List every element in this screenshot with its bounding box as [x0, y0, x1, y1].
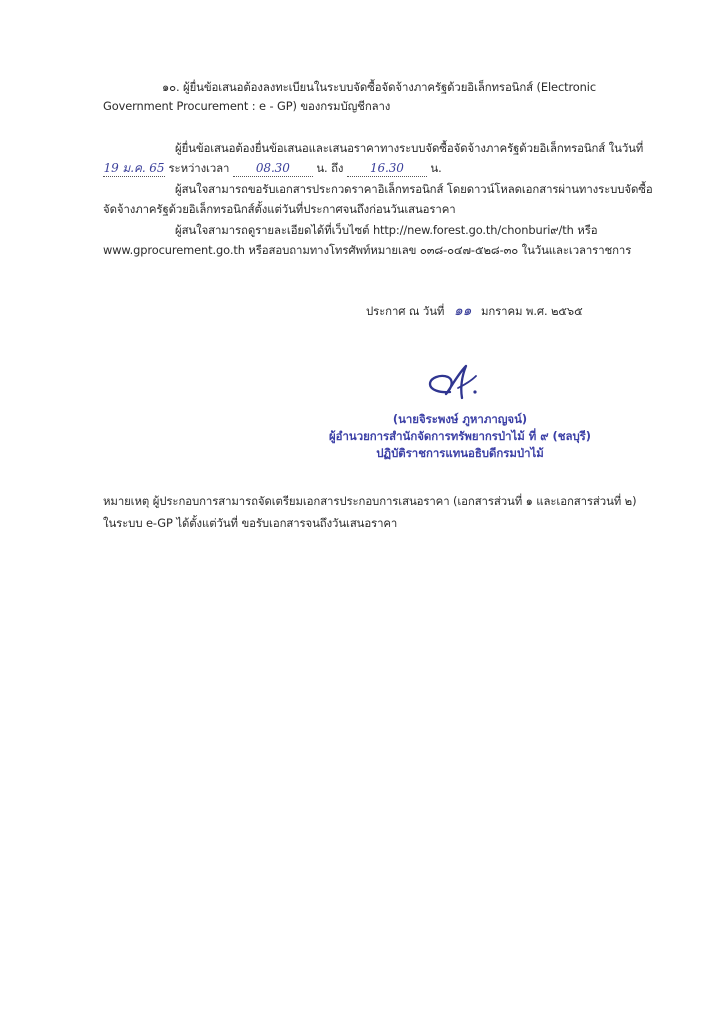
- info-line-2: www.gprocurement.go.th หรือสอบถามทางโทรศัพท์หมายเลข ๐๓๘-๐๔๗-๕๒๘-๓๐ ในวันและเวลาราชการ: [103, 243, 632, 257]
- time-start-field: [233, 160, 313, 177]
- unit-to-label: น. ถึง: [316, 161, 344, 175]
- info-line-1: ผู้สนใจสามารถดูรายละเอียดได้ที่เว็บไซต์ http://new.forest.go.th/chonburi๙/th หรือ: [175, 223, 598, 237]
- announce-line: [366, 303, 583, 319]
- submission-date-field: [103, 160, 165, 177]
- signature-block: [300, 411, 620, 462]
- item-10-line-1: ๑๐. ผู้ยื่นข้อเสนอต้องลงทะเบียนในระบบจัดซื้อจัดจ้างภาครัฐด้วยอิเล็กทรอนิกส์ (Electronic: [162, 80, 597, 94]
- signatory-name: (นายจิระพงษ์ ภูหาภาญจน์): [392, 412, 528, 426]
- time-end-field: [347, 160, 427, 177]
- note-line-1: หมายเหตุ ผู้ประกอบการสามารถจัดเตรียมเอกสารประกอบการเสนอราคา (เอกสารส่วนที่ ๑ และเอกสารส่วนที่ ๒): [103, 494, 637, 508]
- download-line-2: จัดจ้างภาครัฐด้วยอิเล็กทรอนิกส์ตั้งแต่วันที่ประกาศจนถึงก่อนวันเสนอราคา: [103, 202, 456, 216]
- signatory-title: ผู้อำนวยการสำนักจัดการทรัพยากรป่าไม้ ที่ ๙ (ชลบุรี): [329, 429, 591, 443]
- submission-line-2: [103, 160, 442, 177]
- announce-prefix: ประกาศ ณ วันที่: [366, 304, 445, 318]
- note-line-2: ในระบบ e-GP ได้ตั้งแต่วันที่ ขอรับเอกสารจนถึงวันเสนอราคา: [103, 516, 398, 530]
- announce-suffix: มกราคม พ.ศ. ๒๕๖๕: [480, 304, 583, 318]
- unit-end-label: น.: [430, 161, 442, 175]
- time-label: ระหว่างเวลา: [168, 161, 230, 175]
- time-end: 16.30: [369, 161, 404, 175]
- signature-image: [418, 362, 488, 404]
- download-line-1: ผู้สนใจสามารถขอรับเอกสารประกวดราคาอิเล็กทรอนิกส์ โดยดาวน์โหลดเอกสารผ่านทางระบบจัดซื้อ: [175, 182, 653, 196]
- submission-date: 19 ม.ค. 65: [103, 161, 165, 175]
- item-10-line-2: Government Procurement : e - GP) ของกรมบัญชีกลาง: [103, 99, 391, 113]
- signatory-acting: ปฏิบัติราชการแทนอธิบดีกรมป่าไม้: [376, 446, 544, 460]
- time-start: 08.30: [255, 161, 290, 175]
- announce-day: ๑๑: [453, 303, 472, 319]
- submission-line-1: ผู้ยื่นข้อเสนอต้องยื่นข้อเสนอและเสนอราคาทางระบบจัดซื้อจัดจ้างภาครัฐด้วยอิเล็กทรอนิกส์ ในวันที่: [175, 141, 644, 155]
